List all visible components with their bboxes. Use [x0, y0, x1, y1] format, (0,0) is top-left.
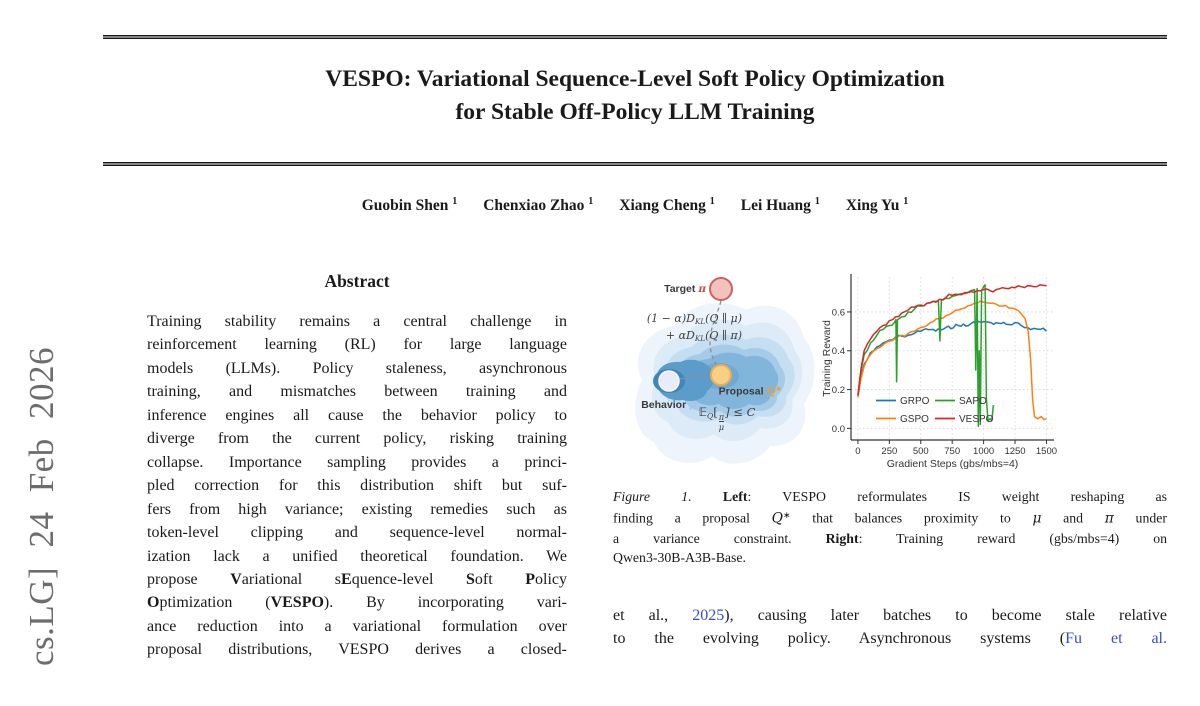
paper-title-line2: for Stable Off-Policy LLM Training: [455, 99, 815, 125]
x-tick-label: 1500: [1035, 446, 1058, 457]
text-segment: olicy: [535, 570, 568, 588]
text-segment: quence-level: [351, 570, 466, 588]
text-segment: S: [465, 570, 475, 588]
text-line: [147, 615, 567, 638]
text-segment: inference engines all cause the behavior policy to: [147, 406, 567, 424]
top-rule: [103, 35, 1167, 39]
y-axis-label: Training Reward: [821, 320, 833, 397]
legend-label-VESPO: VESPO: [959, 414, 994, 425]
author-affiliation-sup: 1: [452, 196, 458, 207]
x-tick-label: 1250: [1004, 446, 1026, 457]
text-segment: VESPO: [270, 594, 324, 612]
text-segment: Left: [722, 489, 748, 504]
text-segment: Right: [825, 530, 859, 546]
text-segment: Target: [664, 283, 699, 295]
author: Chenxiao Zhao $^1$: [483, 196, 594, 215]
text-segment: ), causing later batches to become stale relative: [724, 607, 1167, 624]
text-segment: to the evolving policy. Asynchronous systems (: [613, 630, 1066, 648]
text-line: [147, 357, 567, 380]
arxiv-stamp: cs.LG] 24 Feb 2026: [22, 347, 61, 666]
text-segment: models (LLMs). Policy staleness, asynchronous: [147, 359, 567, 377]
text-segment: collapse. Importance sampling provides a princi-: [147, 453, 567, 471]
text-segment: Figure 1.: [613, 489, 692, 504]
text-line: [613, 604, 1167, 627]
text-segment: diverge from the current policy, risking training: [147, 430, 567, 448]
text-segment: Qwen3-30B-A3B-Base.: [613, 550, 746, 566]
legend-label-GSPO: GSPO: [900, 414, 929, 425]
text-line: [147, 545, 567, 568]
target-circle: [710, 278, 732, 300]
text-segment: pled correction for this distribution shift but suf-: [147, 477, 567, 495]
text-segment: ∗: [775, 386, 782, 393]
text-segment: ariational s: [241, 570, 342, 588]
y-tick-label: 0.0: [831, 423, 845, 435]
text-line: [147, 404, 567, 427]
abstract-text: [147, 310, 567, 662]
variance-constraint: [672, 406, 782, 432]
legend-label-GRPO: GRPO: [900, 396, 930, 407]
text-line: [613, 548, 1167, 567]
text-line: [147, 427, 567, 450]
text-line: [620, 329, 742, 346]
diagram-canvas: [612, 264, 820, 476]
text-line: [147, 380, 567, 403]
text-line: [613, 506, 1167, 529]
text-segment: Q: [771, 510, 783, 527]
figure-caption: [613, 487, 1167, 567]
text-segment: Behavior: [641, 399, 690, 411]
text-line: [147, 451, 567, 474]
text-segment: O: [147, 594, 160, 612]
legend-label-SAPO: SAPO: [959, 396, 987, 407]
paper-title-line1: VESPO: Variational Sequence-Level Soft Policy Optimization: [325, 66, 945, 92]
figure-chart: [818, 266, 1062, 478]
x-tick-label: 250: [881, 446, 898, 457]
authors-row: [103, 196, 1167, 215]
text-segment: ization lack a unified theoretical foundation. We: [147, 547, 567, 565]
text-segment: under: [1113, 510, 1167, 526]
author: Guobin Shen $^1$: [361, 196, 458, 215]
text-segment: ance reduction into a variational formulation over: [147, 617, 567, 635]
citation-link[interactable]: μ: [689, 399, 697, 411]
text-segment: et al.,: [613, 607, 693, 624]
text-segment: a variance constraint.: [613, 530, 826, 546]
text-segment: (1 − α)D: [646, 312, 695, 325]
text-segment: and: [1041, 510, 1105, 526]
text-line: [613, 487, 1167, 506]
x-axis-label: Gradient Steps (gbs/mbs=4): [886, 458, 1019, 470]
text-segment: reinforcement learning (RL) for large language: [147, 336, 567, 354]
author-affiliation-sup: 1: [588, 196, 594, 207]
mid-rule: [103, 162, 1167, 166]
text-segment: Proposal: [718, 385, 767, 398]
author-affiliation-sup: 1: [709, 196, 715, 207]
author: Xiang Cheng $^1$: [619, 196, 715, 215]
text-line: [147, 474, 567, 497]
kl-formula: [620, 312, 742, 345]
text-segment: training, and mismatches between training and: [147, 383, 567, 401]
text-line: [147, 591, 567, 614]
text-segment: μ: [1032, 510, 1042, 527]
bracket-open: [: [713, 405, 718, 419]
text-segment: π: [698, 283, 706, 295]
intro-text: [613, 604, 1167, 651]
text-segment: : VESPO reformulates IS weight reshaping as: [747, 489, 1167, 504]
x-tick-label: 750: [944, 446, 961, 457]
text-segment: π: [1104, 510, 1114, 527]
text-segment: KL: [694, 333, 706, 343]
text-segment: token-level clipping and sequence-level normal-: [147, 524, 567, 542]
text-segment: oft: [474, 570, 526, 588]
text-segment: fers from high variance; existing remedies such as: [147, 500, 567, 518]
text-segment: ). By incorporating vari-: [323, 594, 567, 612]
y-tick-label: 0.2: [831, 385, 845, 397]
paper-title: [103, 63, 1167, 129]
citation-link[interactable]: 2025: [692, 607, 725, 624]
author-affiliation-sup: 1: [903, 196, 909, 207]
text-line: [613, 627, 1167, 650]
text-line: [620, 312, 742, 329]
proposal-circle: [711, 365, 731, 385]
text-segment: (Q ∥ π): [705, 328, 742, 342]
author: Lei Huang $^1$: [740, 196, 820, 215]
text-segment: : Training reward (gbs/mbs=4) on: [858, 530, 1167, 546]
target-label: [632, 283, 706, 295]
y-tick-label: 0.4: [831, 346, 845, 358]
text-segment: ∗: [782, 510, 791, 521]
proposal-label: [700, 384, 800, 397]
constraint-rhs: ] ≤ C: [725, 405, 756, 419]
text-segment: [692, 489, 723, 504]
text-segment: KL: [694, 317, 706, 327]
text-line: [613, 529, 1167, 548]
figure-diagram: [612, 264, 820, 476]
x-tick-label: 500: [912, 446, 929, 457]
text-line: [147, 310, 567, 333]
text-segment: that balances proximity to: [790, 510, 1033, 526]
text-line: [147, 638, 567, 661]
text-segment: + αD: [665, 328, 695, 342]
text-segment: Training stability remains a central challenge in: [147, 313, 567, 330]
text-line: [147, 333, 567, 356]
text-segment: proposal distributions, VESPO derives a closed-: [147, 641, 567, 659]
text-segment: (Q ∥ μ): [705, 312, 742, 325]
y-tick-label: 0.6: [831, 307, 845, 319]
text-segment: V: [230, 570, 242, 588]
text-segment: Q: [766, 385, 776, 398]
citation-link[interactable]: Fu et al.: [1065, 630, 1167, 648]
text-line: [147, 498, 567, 521]
expectation-symbol: 𝔼: [698, 405, 707, 419]
text-line: [147, 521, 567, 544]
text-segment: E: [341, 570, 352, 588]
text-segment: P: [525, 570, 536, 588]
x-tick-label: 1000: [973, 446, 995, 457]
x-tick-label: 0: [855, 446, 861, 457]
abstract-heading: Abstract: [324, 271, 390, 291]
text-segment: ptimization (: [159, 594, 271, 612]
behavior-circle: [659, 371, 679, 391]
text-line: [147, 568, 567, 591]
pi-over-mu: $\frac{\pi}{\mu}$: [718, 411, 725, 432]
expectation-sub: Q: [707, 411, 714, 421]
author: Xing Yu $^1$: [845, 196, 909, 215]
text-segment: propose: [147, 570, 231, 588]
text-segment: finding a proposal: [613, 510, 772, 526]
author-affiliation-sup: 1: [814, 196, 820, 207]
